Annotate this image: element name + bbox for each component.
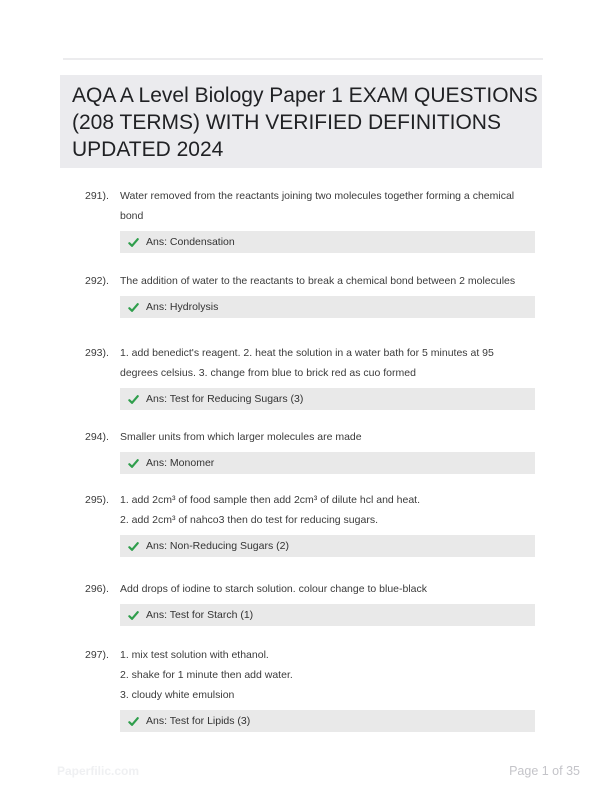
question-item — [0, 645, 606, 732]
check-icon — [128, 394, 139, 405]
answer-box — [120, 604, 535, 626]
question-text-line: bond — [120, 210, 144, 222]
answer-label: Ans: Test for Lipids (3) — [146, 715, 251, 727]
question-item — [0, 343, 606, 410]
answer-label: Ans: Hydrolysis — [146, 301, 219, 313]
question-text — [120, 186, 540, 226]
question-text — [120, 645, 540, 705]
watermark-text: Paperfilic.com — [57, 764, 140, 778]
check-icon — [128, 716, 139, 727]
question-number: 292). — [85, 275, 109, 287]
check-icon — [128, 302, 139, 313]
page-number: Page 1 of 35 — [509, 764, 580, 778]
answer-label: Ans: Non-Reducing Sugars (2) — [146, 540, 289, 552]
question-text-line: 1. mix test solution with ethanol. — [120, 649, 269, 661]
answer-box — [120, 388, 535, 410]
question-text — [120, 343, 540, 383]
question-text-line: Smaller units from which larger molecules are made — [120, 431, 362, 443]
question-text-line: degrees celsius. 3. change from blue to brick red as cuo formed — [120, 367, 416, 379]
question-item — [0, 490, 606, 557]
question-text-line: 2. shake for 1 minute then add water. — [120, 669, 293, 681]
question-text-line: Water removed from the reactants joining two molecules together forming a chemical — [120, 190, 515, 202]
question-text-line: 2. add 2cm³ of nahco3 then do test for reducing sugars. — [120, 514, 378, 526]
title-line: AQA A Level Biology Paper 1 EXAM QUESTIONS — [72, 84, 538, 107]
answer-box — [120, 452, 535, 474]
answer-box — [120, 535, 535, 557]
question-text — [120, 271, 540, 291]
question-text — [120, 490, 540, 530]
check-icon — [128, 541, 139, 552]
check-icon — [128, 610, 139, 621]
question-item — [0, 271, 606, 318]
question-text-line: 1. add 2cm³ of food sample then add 2cm³ of dilute hcl and heat. — [120, 494, 421, 506]
check-icon — [128, 458, 139, 469]
answer-label: Ans: Test for Reducing Sugars (3) — [146, 393, 304, 405]
title-banner — [60, 75, 542, 168]
question-item — [0, 427, 606, 474]
question-number: 294). — [85, 431, 109, 443]
answer-box — [120, 296, 535, 318]
title-line: (208 TERMS) WITH VERIFIED DEFINITIONS — [72, 111, 501, 134]
question-text-line: The addition of water to the reactants to break a chemical bond between 2 molecules — [120, 275, 516, 287]
check-icon — [128, 237, 139, 248]
question-number: 296). — [85, 583, 109, 595]
question-item — [0, 579, 606, 626]
question-number: 297). — [85, 649, 109, 661]
question-text-line: 3. cloudy white emulsion — [120, 689, 235, 701]
question-number: 293). — [85, 347, 109, 359]
answer-label: Ans: Condensation — [146, 236, 235, 248]
answer-label: Ans: Monomer — [146, 457, 215, 469]
header-divider — [63, 58, 543, 60]
question-number: 295). — [85, 494, 109, 506]
answer-box — [120, 231, 535, 253]
question-text — [120, 427, 540, 447]
question-text — [120, 579, 540, 599]
question-text-line: 1. add benedict's reagent. 2. heat the solution in a water bath for 5 minutes at 95 — [120, 347, 494, 359]
answer-box — [120, 710, 535, 732]
question-item — [0, 186, 606, 253]
title-line: UPDATED 2024 — [72, 138, 224, 161]
question-number: 291). — [85, 190, 109, 202]
question-text-line: Add drops of iodine to starch solution. colour change to blue-black — [120, 583, 428, 595]
answer-label: Ans: Test for Starch (1) — [146, 609, 254, 621]
